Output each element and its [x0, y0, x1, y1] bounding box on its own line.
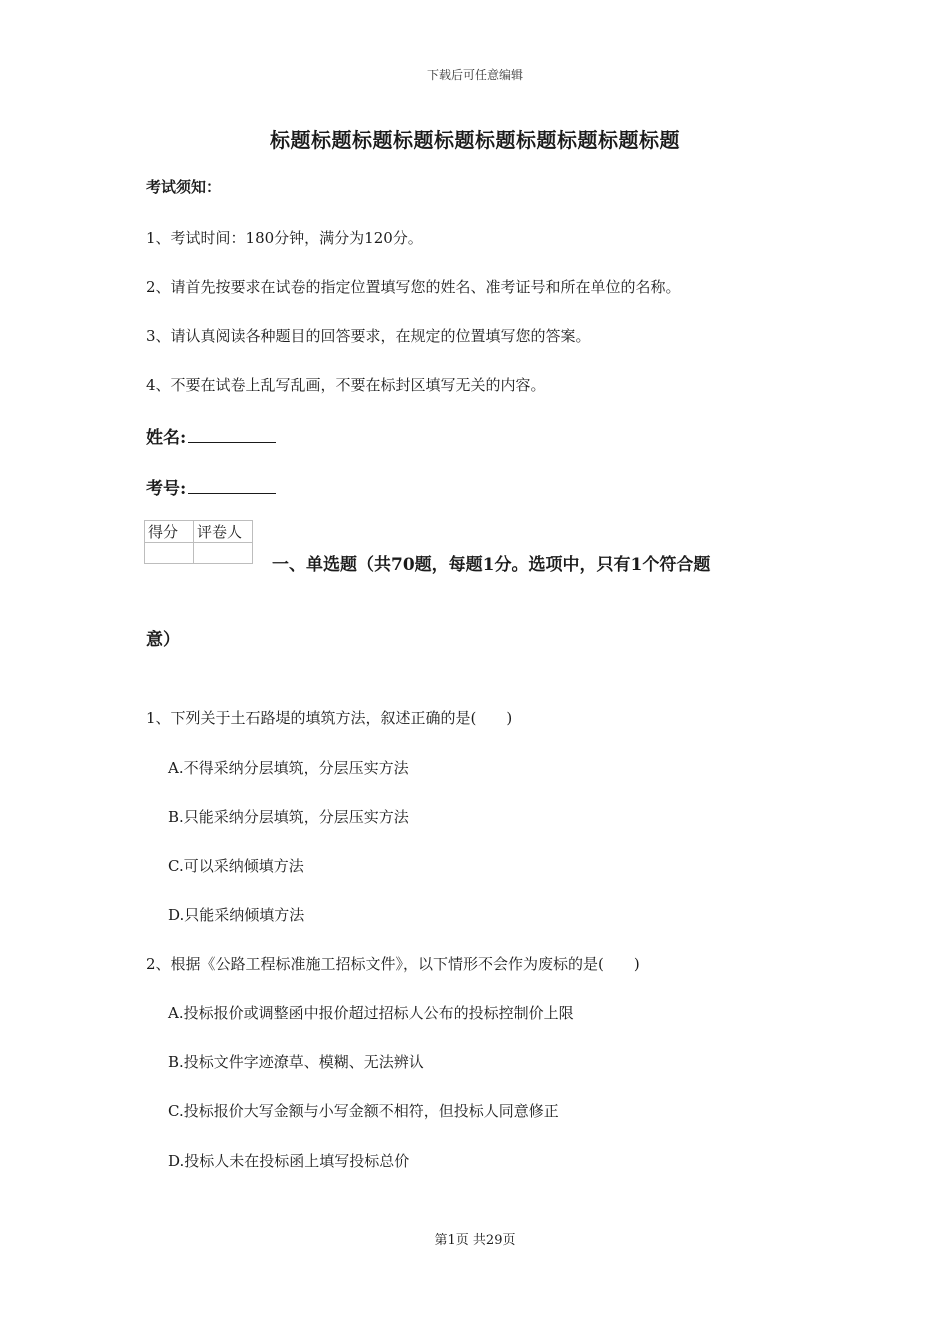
name-blank-line[interactable] [188, 426, 276, 443]
question-1-option-d: D.只能采纳倾填方法 [168, 906, 305, 924]
score-header: 得分 [145, 521, 194, 543]
name-label: 姓名: [146, 428, 187, 448]
notice-rule-2: 2、请首先按要求在试卷的指定位置填写您的姓名、准考证号和所在单位的名称。 [146, 278, 681, 296]
score-table [144, 520, 253, 564]
notice-rule-3: 3、请认真阅读各种题目的回答要求，在规定的位置填写您的答案。 [146, 327, 591, 345]
question-2-option-b: B.投标文件字迹潦草、模糊、无法辨认 [168, 1053, 424, 1071]
grader-header: 评卷人 [194, 521, 253, 543]
question-1-stem: 1、下列关于土石路堤的填筑方法，叙述正确的是( ) [146, 709, 513, 727]
question-2-option-d: D.投标人未在投标函上填写投标总价 [168, 1152, 410, 1170]
question-1-option-b: B.只能采纳分层填筑，分层压实方法 [168, 808, 409, 826]
question-1-option-c: C.可以采纳倾填方法 [168, 857, 304, 875]
question-2-stem: 2、根据《公路工程标准施工招标文件》，以下情形不会作为废标的是( ) [146, 955, 640, 973]
section-heading-continued: 意） [146, 630, 180, 650]
header-note: 下载后可任意编辑 [426, 68, 523, 82]
id-blank-line[interactable] [188, 477, 276, 494]
section-heading: 一、单选题（共70题，每题1分。选项中，只有1个符合题 [272, 555, 711, 575]
notice-heading: 考试须知： [146, 178, 222, 196]
id-field [146, 474, 276, 499]
question-1-option-a: A.不得采纳分层填筑，分层压实方法 [168, 759, 409, 777]
question-2-option-c: C.投标报价大写金额与小写金额不相符，但投标人同意修正 [168, 1102, 559, 1120]
id-label: 考号: [146, 479, 187, 499]
score-cell[interactable] [145, 543, 194, 564]
grader-cell[interactable] [194, 543, 253, 564]
page-title: 标题标题标题标题标题标题标题标题标题标题 [270, 128, 680, 152]
notice-rule-1: 1、考试时间：180分钟，满分为120分。 [146, 229, 423, 247]
question-2-option-a: A.投标报价或调整函中报价超过招标人公布的投标控制价上限 [168, 1004, 574, 1022]
page-footer: 第1页 共29页 [434, 1233, 516, 1248]
name-field [146, 423, 276, 448]
notice-rule-4: 4、不要在试卷上乱写乱画，不要在标封区填写无关的内容。 [146, 376, 546, 394]
